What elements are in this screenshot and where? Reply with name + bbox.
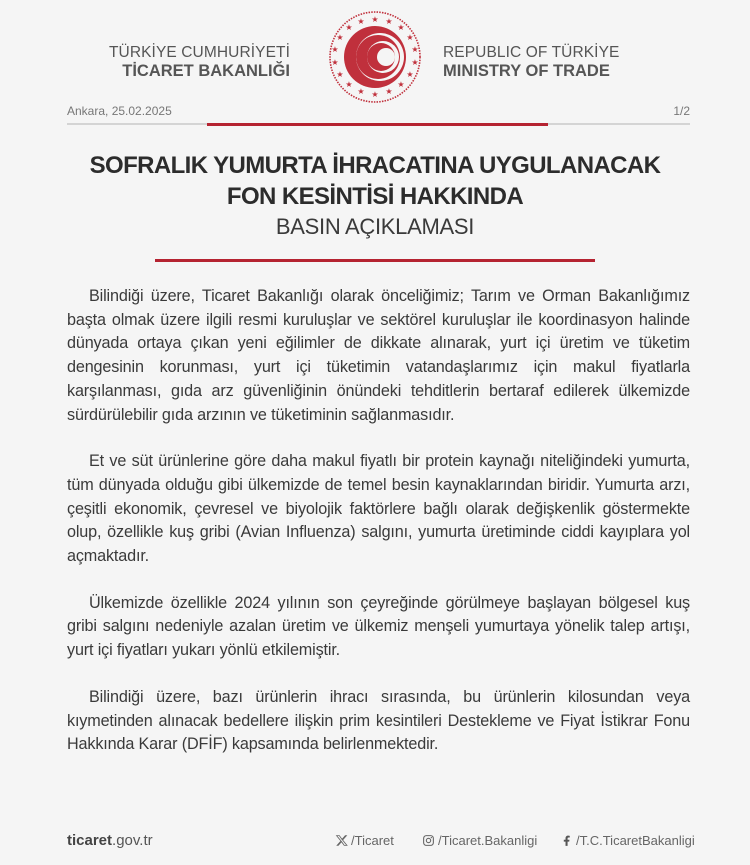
- facebook-social-link[interactable]: [560, 833, 695, 848]
- svg-text:★: ★: [371, 15, 379, 24]
- org-country-en: REPUBLIC OF TÜRKİYE: [443, 44, 620, 61]
- document-subtitle: BASIN AÇIKLAMASI: [275, 214, 475, 239]
- x-logo-icon: [335, 834, 348, 847]
- org-name-turkish: [109, 44, 290, 80]
- header-divider-accent: [207, 123, 548, 126]
- title-line-1: SOFRALIK YUMURTA İHRACATINA UYGULANACAK: [89, 152, 661, 179]
- ministry-emblem-icon: [319, 10, 431, 105]
- x-handle: /Ticaret: [351, 833, 394, 848]
- page-number: 1/2: [673, 104, 690, 118]
- svg-text:★: ★: [331, 58, 339, 67]
- org-name-english: [443, 44, 619, 80]
- x-social-link[interactable]: [335, 833, 394, 848]
- document-body: [67, 285, 690, 780]
- title-underline: [155, 259, 595, 262]
- org-ministry-en: MINISTRY OF TRADE: [443, 62, 610, 80]
- svg-text:★: ★: [385, 87, 393, 96]
- paragraph: Bilindiği üzere, bazı ürünlerin ihracı sırasında, bu ürünlerin kilosundan veya kıymetinden alınacak bedellere ilişkin prim kesintileri Destekleme ve Fiyat İstikrar Fonu Hakkında Karar (DFİF) kapsamında belirlenmektedir.: [67, 687, 690, 754]
- document-meta: [67, 104, 690, 120]
- svg-text:★: ★: [357, 17, 365, 26]
- svg-text:★: ★: [385, 17, 393, 26]
- place-date: Ankara, 25.02.2025: [67, 104, 172, 118]
- svg-text:★: ★: [397, 23, 405, 32]
- svg-text:★: ★: [331, 45, 339, 54]
- facebook-handle: /T.C.TicaretBakanligi: [576, 833, 695, 848]
- website-domain-bold: ticaret: [67, 832, 113, 849]
- instagram-handle: /Ticaret.Bakanligi: [438, 833, 538, 848]
- paragraph: Bilindiği üzere, Ticaret Bakanlığı olarak önceliğimiz; Tarım ve Orman Bakanlığımız başta olmak üzere ilgili resmi kuruluşlar ve sektörel kuruluşlar ile koordinasyon halinde dünyada ortaya çıkan yeni eğilimler de dikkate alınarak, yurt içi üretim ve tüketim dengesinin korunması, yurt içi tüketimin vatandaşlarımız için makul fiyatlarla karşılanması, gıda arz güvenliğinin önündeki tehditlerin bertaraf edilerek ülkemizde sürdürülebilir gıda arzının ve tüketiminin sağlanmasıdır.: [67, 287, 690, 424]
- svg-text:★: ★: [411, 58, 419, 67]
- website-domain-suffix: .gov.tr: [112, 832, 153, 849]
- website-link[interactable]: [67, 832, 153, 849]
- svg-text:★: ★: [357, 87, 365, 96]
- instagram-social-link[interactable]: [422, 833, 537, 848]
- instagram-icon: [422, 834, 435, 847]
- svg-text:★: ★: [406, 33, 414, 42]
- org-ministry-tr: TİCARET BAKANLIĞI: [122, 62, 290, 80]
- org-country-tr: TÜRKİYE CUMHURİYETİ: [108, 44, 290, 61]
- paragraph: Et ve süt ürünlerine göre daha makul fiyatlı bir protein kaynağı niteliğindeki yumurta, tüm dünyada olduğu gibi ülkemizde de temel besin kaynaklarından biridir. Yumurta arzı, çeşitli ekonomik, çevresel ve biyolojik faktörlere bağlı olarak değişkenlik göstermekte olup, özellikle kuş gribi (Avian Influenza) salgını, yumurta üretiminde ciddi kayıplara yol açmaktadır.: [67, 452, 690, 566]
- svg-text:★: ★: [406, 70, 414, 79]
- letterhead: [0, 0, 750, 100]
- svg-text:★: ★: [345, 23, 353, 32]
- svg-text:★: ★: [385, 54, 395, 64]
- svg-text:★: ★: [411, 45, 419, 54]
- svg-text:★: ★: [345, 80, 353, 89]
- svg-text:★: ★: [336, 33, 344, 42]
- title-line-2: FON KESİNTİSİ HAKKINDA: [226, 183, 524, 210]
- paragraph: Ülkemizde özellikle 2024 yılının son çeyreğinde görülmeye başlayan bölgesel kuş gribi salgını nedeniyle azalan üretim ve ülkemiz menşeli yumurtaya yönelik talep artışı, yurt içi fiyatları yukarı yönlü etkilemiştir.: [67, 593, 690, 660]
- svg-text:★: ★: [397, 80, 405, 89]
- document-title: [0, 150, 750, 242]
- svg-text:★: ★: [371, 90, 379, 99]
- svg-text:★: ★: [336, 70, 344, 79]
- footer: [67, 832, 695, 852]
- facebook-icon: [560, 834, 573, 847]
